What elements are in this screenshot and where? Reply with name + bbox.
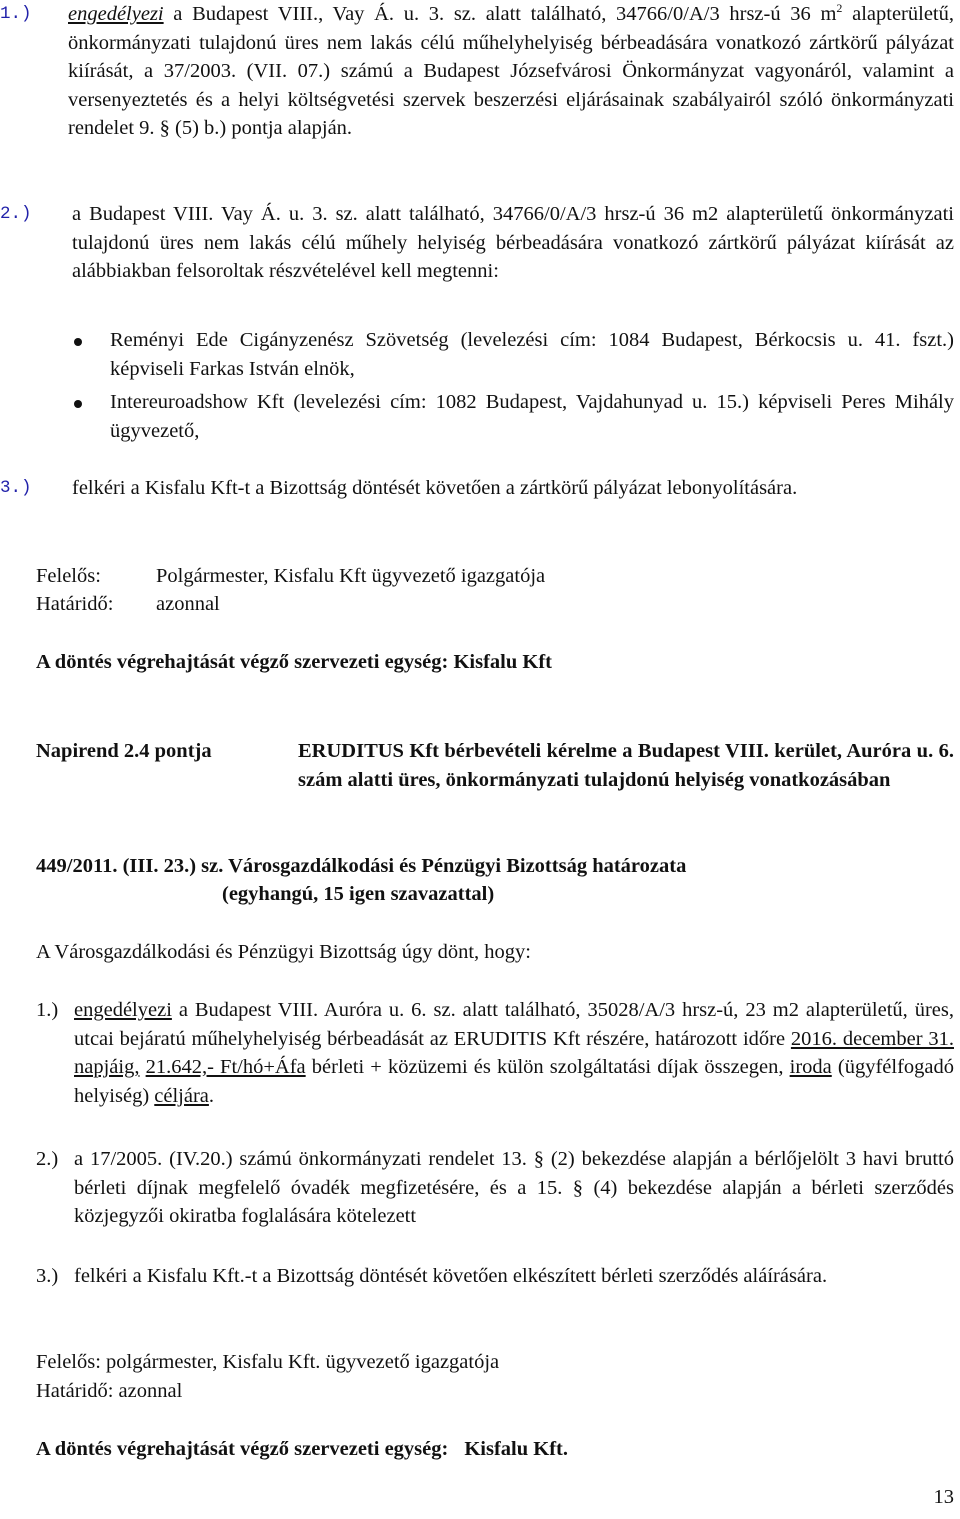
decision-item-2 bbox=[36, 1145, 954, 1231]
deadline-row: Határidő: azonnal bbox=[36, 593, 220, 615]
item-text: engedélyezi a Budapest VIII., Vay Á. u. 3. sz. alatt található, 34766/0/A/3 hrsz-ú 36 $m^2$ alapterületű, önkormányzati tulajdonú üres nem lakás célú műhelyhelyiség bérbeadására vonatkozó zártkörű pályázat kiírását, a 37/2003. (VII. 07.) számú a Budapest Józsefvárosi Önkormányzat vagyonáról, valamint a versenyeztetés és a helyi költségvetési szervek beszerzési eljárásainak szabályairól szóló önkormányzati rendelet 9. § (5) b.) pontja alapján. bbox=[68, 1, 954, 139]
page-number: 13 bbox=[933, 1486, 954, 1508]
agenda-title: ERUDITUS Kft bérbevételi kérelme a Budapest VIII. kerület, Auróra u. 6. szám alatti üres, önkormányzati tulajdonú helyiség vonatkozásában bbox=[298, 740, 954, 791]
item-text: engedélyezi a Budapest VIII. Auróra u. 6. sz. alatt található, 35028/A/3 hrsz-ú, 23 m2 alapterületű, üres, utcai bejáratú műhelyhelyiség bérbeadását az ERUDITIS Kft részére, határozott időre 2016. december 31. napjáig, 21.642,- Ft/hó+Áfa bérleti + közüzemi és külön szolgáltatási díjak összegen, iroda (ügyfélfogadó helyiség) céljára. bbox=[74, 999, 954, 1107]
executing-unit: A döntés végrehajtását végző szervezeti egység: Kisfalu Kft bbox=[36, 651, 552, 673]
responsible-row: Felelős: polgármester, Kisfalu Kft. ügyvezető igazgatója bbox=[36, 1351, 500, 1373]
item-number: 1.) bbox=[36, 999, 59, 1021]
item-number: 1.) bbox=[0, 4, 32, 24]
item-number: 3.) bbox=[36, 1265, 59, 1287]
item-number: 3.) bbox=[0, 478, 32, 498]
item-verb: engedélyezi bbox=[68, 3, 164, 25]
decision-item-3 bbox=[36, 1262, 954, 1291]
deadline-row: Határidő: azonnal bbox=[36, 1380, 183, 1402]
responsible-row: Felelős: Polgármester, Kisfalu Kft ügyvezető igazgatója bbox=[36, 565, 546, 587]
item-text: a Budapest VIII. Vay Á. u. 3. sz. alatt található, 34766/0/A/3 hrsz-ú 36 m2 alapterületű önkormányzati tulajdonú üres nem lakás célú műhely helyiség bérbeadására vonatkozó zártkörű pályázat kiírását az alábbiakban felsoroltak részvételével kell megtenni: bbox=[72, 203, 954, 282]
decision-item-1 bbox=[0, 0, 954, 143]
item-text: felkéri a Kisfalu Kft.-t a Bizottság döntését követően elkészített bérleti szerződés aláírására. bbox=[74, 1265, 828, 1287]
agenda-label: Napirend 2.4 pontja bbox=[36, 740, 212, 762]
item-number: 2.) bbox=[0, 204, 32, 224]
decision-item-2 bbox=[0, 200, 954, 286]
decision-item-3 bbox=[0, 474, 954, 503]
bullet-icon bbox=[74, 326, 110, 383]
participant-list-item: Intereuroadshow Kft (levelezési cím: 1082 Budapest, Vajdahunyad u. 15.) képviseli Peres Mihály ügyvezető, bbox=[74, 388, 954, 445]
item-text: felkéri a Kisfalu Kft-t a Bizottság döntését követően a zártkörű pályázat lebonyolítására. bbox=[72, 477, 798, 499]
resolution-intro: A Városgazdálkodási és Pénzügyi Bizottság úgy dönt, hogy: bbox=[36, 941, 531, 963]
agenda-heading bbox=[36, 737, 954, 794]
participant-list-item: Reményi Ede Cigányzenész Szövetség (levelezési cím: 1084 Budapest, Bérkocsis u. 41. fszt.) képviseli Farkas István elnök, bbox=[74, 326, 954, 383]
bullet-icon bbox=[74, 388, 110, 445]
resolution-vote: (egyhangú, 15 igen szavazattal) bbox=[222, 883, 495, 905]
executing-unit: A döntés végrehajtását végző szervezeti egység: Kisfalu Kft. bbox=[36, 1438, 568, 1460]
resolution-title: 449/2011. (III. 23.) sz. Városgazdálkodási és Pénzügyi Bizottság határozata bbox=[36, 855, 687, 877]
item-number: 2.) bbox=[36, 1148, 59, 1170]
item-text: a 17/2005. (IV.20.) számú önkormányzati rendelet 13. § (2) bekezdése alapján a bérlőjelölt 3 havi bruttó bérleti díjnak megfelelő óvadék megfizetésére, és a 15. § (4) bekezdése alapján a bérleti szerződés közjegyzői okiratba foglalására kötelezett bbox=[74, 1148, 954, 1227]
decision-item-1 bbox=[36, 996, 954, 1110]
